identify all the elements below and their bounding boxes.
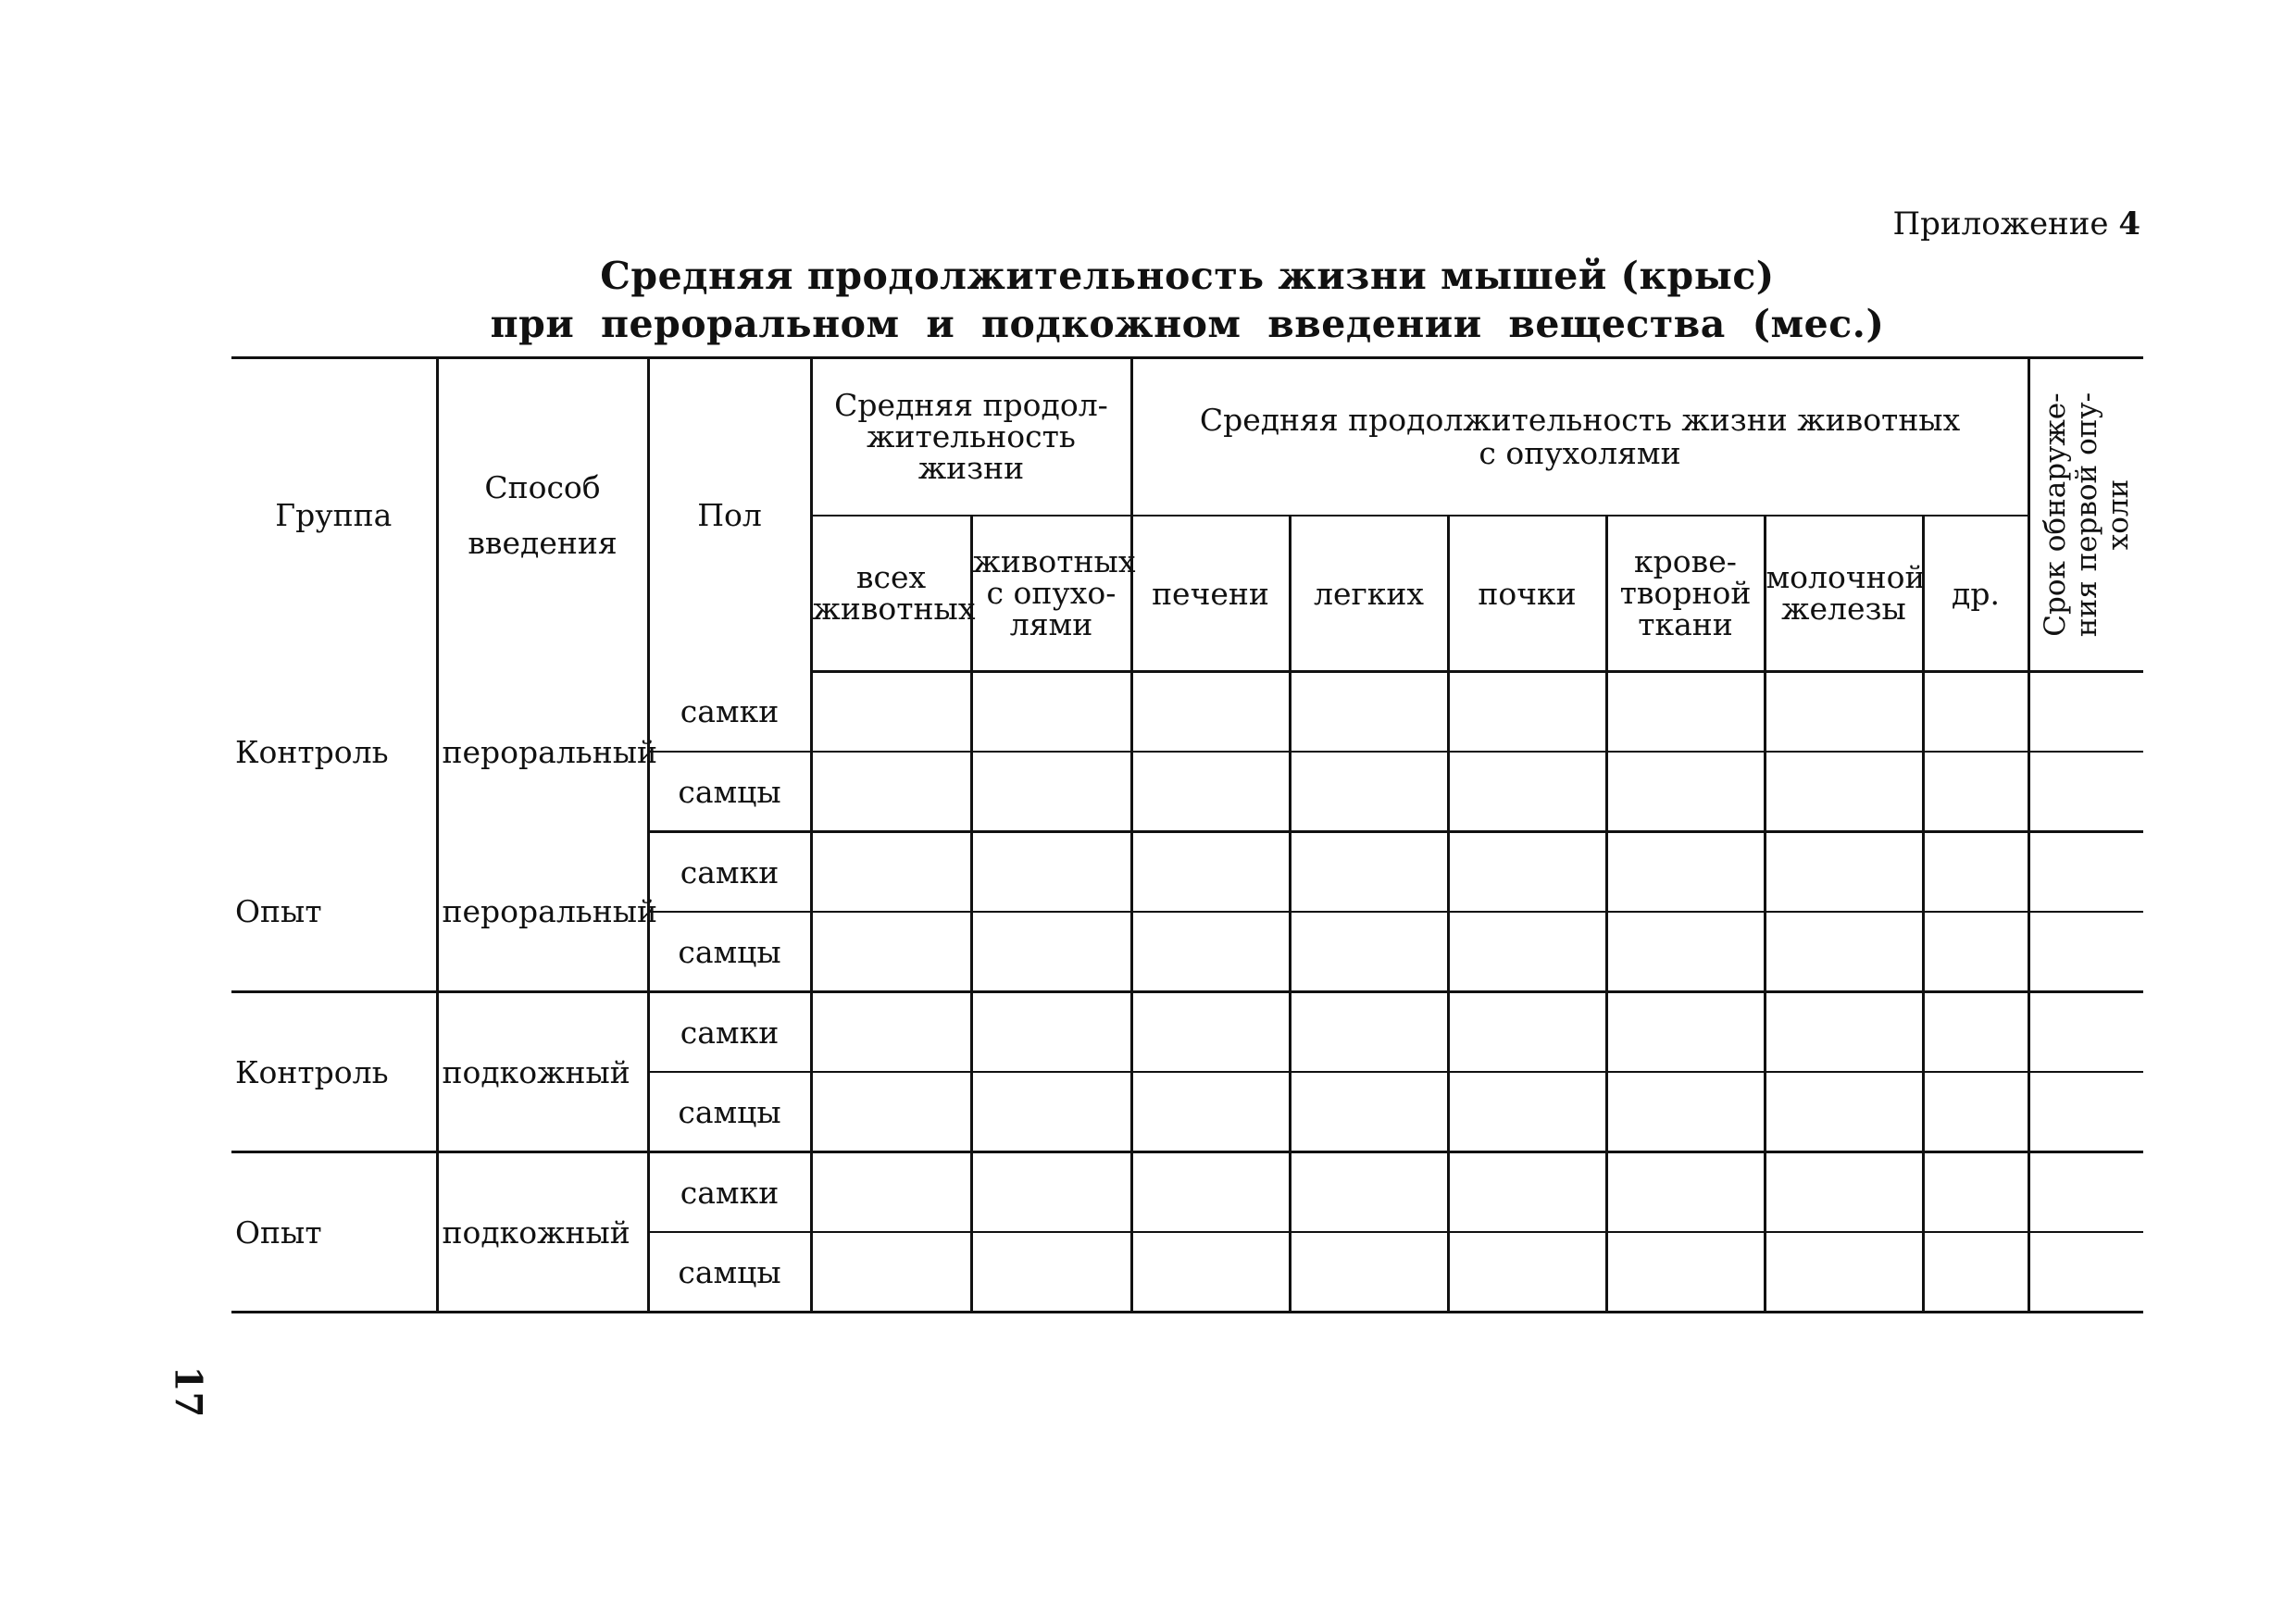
value-cell	[1448, 1072, 1606, 1152]
value-cell	[2028, 672, 2143, 753]
header-liver: печени	[1131, 516, 1290, 672]
header-mammary: молочной железы	[1765, 516, 1923, 672]
value-cell	[971, 832, 1131, 913]
header-method: Способ введения	[437, 358, 648, 672]
header-all-animals: всех животных	[811, 516, 971, 672]
value-cell	[1765, 1152, 1923, 1233]
value-cell	[1606, 912, 1765, 992]
header-sex: Пол	[648, 358, 811, 672]
value-cell	[1923, 752, 2028, 832]
group-cell: Контроль	[235, 733, 389, 770]
value-cell	[971, 992, 1131, 1073]
header-avg-life: Средняя продол- жительность жизни	[811, 358, 1131, 517]
value-cell	[1448, 1152, 1606, 1233]
value-cell	[1765, 1232, 1923, 1313]
title-line-1: Средняя продолжительность жизни мышей (крыс)	[600, 254, 1775, 298]
header-lungs: легких	[1290, 516, 1448, 672]
table-row	[231, 672, 2143, 753]
value-cell	[1765, 752, 1923, 832]
value-cell	[1290, 832, 1448, 913]
value-cell	[1290, 672, 1448, 753]
value-cell	[811, 672, 971, 753]
value-cell	[2028, 1232, 2143, 1313]
value-cell	[971, 1232, 1131, 1313]
value-cell	[1923, 832, 2028, 913]
value-cell	[1923, 672, 2028, 753]
value-cell	[1131, 1152, 1290, 1233]
title-line-2: при пероральном и подкожном введении вещества (мес.)	[490, 302, 1885, 346]
value-cell	[1606, 1232, 1765, 1313]
value-cell	[2028, 832, 2143, 913]
sex-male-cell: самцы	[648, 1072, 811, 1152]
value-cell	[971, 1152, 1131, 1233]
value-cell	[811, 832, 971, 913]
header-blood: крове- творной ткани	[1606, 516, 1765, 672]
value-cell	[971, 752, 1131, 832]
value-cell	[1290, 912, 1448, 992]
value-cell	[1606, 752, 1765, 832]
value-cell	[1448, 1232, 1606, 1313]
value-cell	[1448, 672, 1606, 753]
group-cell: Опыт	[231, 1152, 437, 1313]
method-cell: пероральный	[437, 672, 648, 832]
value-cell	[2028, 1152, 2143, 1233]
value-cell	[1448, 752, 1606, 832]
sex-female-cell: самки	[648, 672, 811, 753]
document-title	[231, 252, 2143, 348]
value-cell	[1131, 1232, 1290, 1313]
sex-male-cell: самцы	[648, 1232, 811, 1313]
value-cell	[1290, 992, 1448, 1073]
value-cell	[1131, 992, 1290, 1073]
value-cell	[1131, 912, 1290, 992]
value-cell	[1290, 1152, 1448, 1233]
value-cell	[2028, 1072, 2143, 1152]
table-row	[231, 1152, 2143, 1233]
header-kidney: почки	[1448, 516, 1606, 672]
value-cell	[1765, 992, 1923, 1073]
method-cell: подкожный	[437, 1152, 648, 1313]
value-cell	[1765, 1072, 1923, 1152]
value-cell	[1765, 912, 1923, 992]
value-cell	[1131, 672, 1290, 753]
value-cell	[1448, 912, 1606, 992]
value-cell	[1923, 1152, 2028, 1233]
value-cell	[1131, 832, 1290, 913]
value-cell	[1448, 832, 1606, 913]
value-cell	[971, 672, 1131, 753]
sex-female-cell: самки	[648, 1152, 811, 1233]
value-cell	[1923, 1072, 2028, 1152]
value-cell	[1606, 1072, 1765, 1152]
header-other: др.	[1923, 516, 2028, 672]
group-cell: Контроль	[231, 992, 437, 1152]
value-cell	[1606, 832, 1765, 913]
value-cell	[971, 912, 1131, 992]
value-cell	[1923, 992, 2028, 1073]
value-cell	[1765, 672, 1923, 753]
appendix-label: Приложение 4	[1892, 205, 2140, 243]
value-cell	[2028, 752, 2143, 832]
first-tumor-label: Срок обнаруже- ния первой опу- холи	[2038, 392, 2135, 638]
value-cell	[1606, 992, 1765, 1073]
value-cell	[811, 912, 971, 992]
value-cell	[1606, 672, 1765, 753]
value-cell	[1923, 912, 2028, 992]
group-cell: Опыт	[231, 832, 437, 992]
value-cell	[811, 752, 971, 832]
value-cell	[1290, 1072, 1448, 1152]
page-number: 17	[166, 1365, 210, 1418]
method-cell: подкожный	[437, 992, 648, 1152]
value-cell	[811, 1072, 971, 1152]
header-tumor-animals: животных с опухо- лями	[971, 516, 1131, 672]
table-row	[231, 992, 2143, 1073]
lifespan-table	[231, 356, 2143, 1313]
value-cell	[811, 1232, 971, 1313]
header-avg-life-tumors: Средняя продолжительность жизни животных с опухолями	[1131, 358, 2028, 517]
value-cell	[1448, 992, 1606, 1073]
value-cell	[2028, 992, 2143, 1073]
table-row	[231, 832, 2143, 913]
value-cell	[1290, 752, 1448, 832]
value-cell	[1606, 1152, 1765, 1233]
value-cell	[2028, 912, 2143, 992]
sex-male-cell: самцы	[648, 752, 811, 832]
value-cell	[1290, 1232, 1448, 1313]
sex-female-cell: самки	[648, 992, 811, 1073]
value-cell	[811, 992, 971, 1073]
header-first-tumor	[2028, 358, 2143, 672]
sex-male-cell: самцы	[648, 912, 811, 992]
value-cell	[811, 1152, 971, 1233]
header-group: Группа	[231, 358, 437, 672]
sex-female-cell: самки	[648, 832, 811, 913]
value-cell	[1131, 1072, 1290, 1152]
method-cell: пероральный	[437, 832, 648, 992]
value-cell	[971, 1072, 1131, 1152]
value-cell	[1923, 1232, 2028, 1313]
value-cell	[1765, 832, 1923, 913]
value-cell	[1131, 752, 1290, 832]
